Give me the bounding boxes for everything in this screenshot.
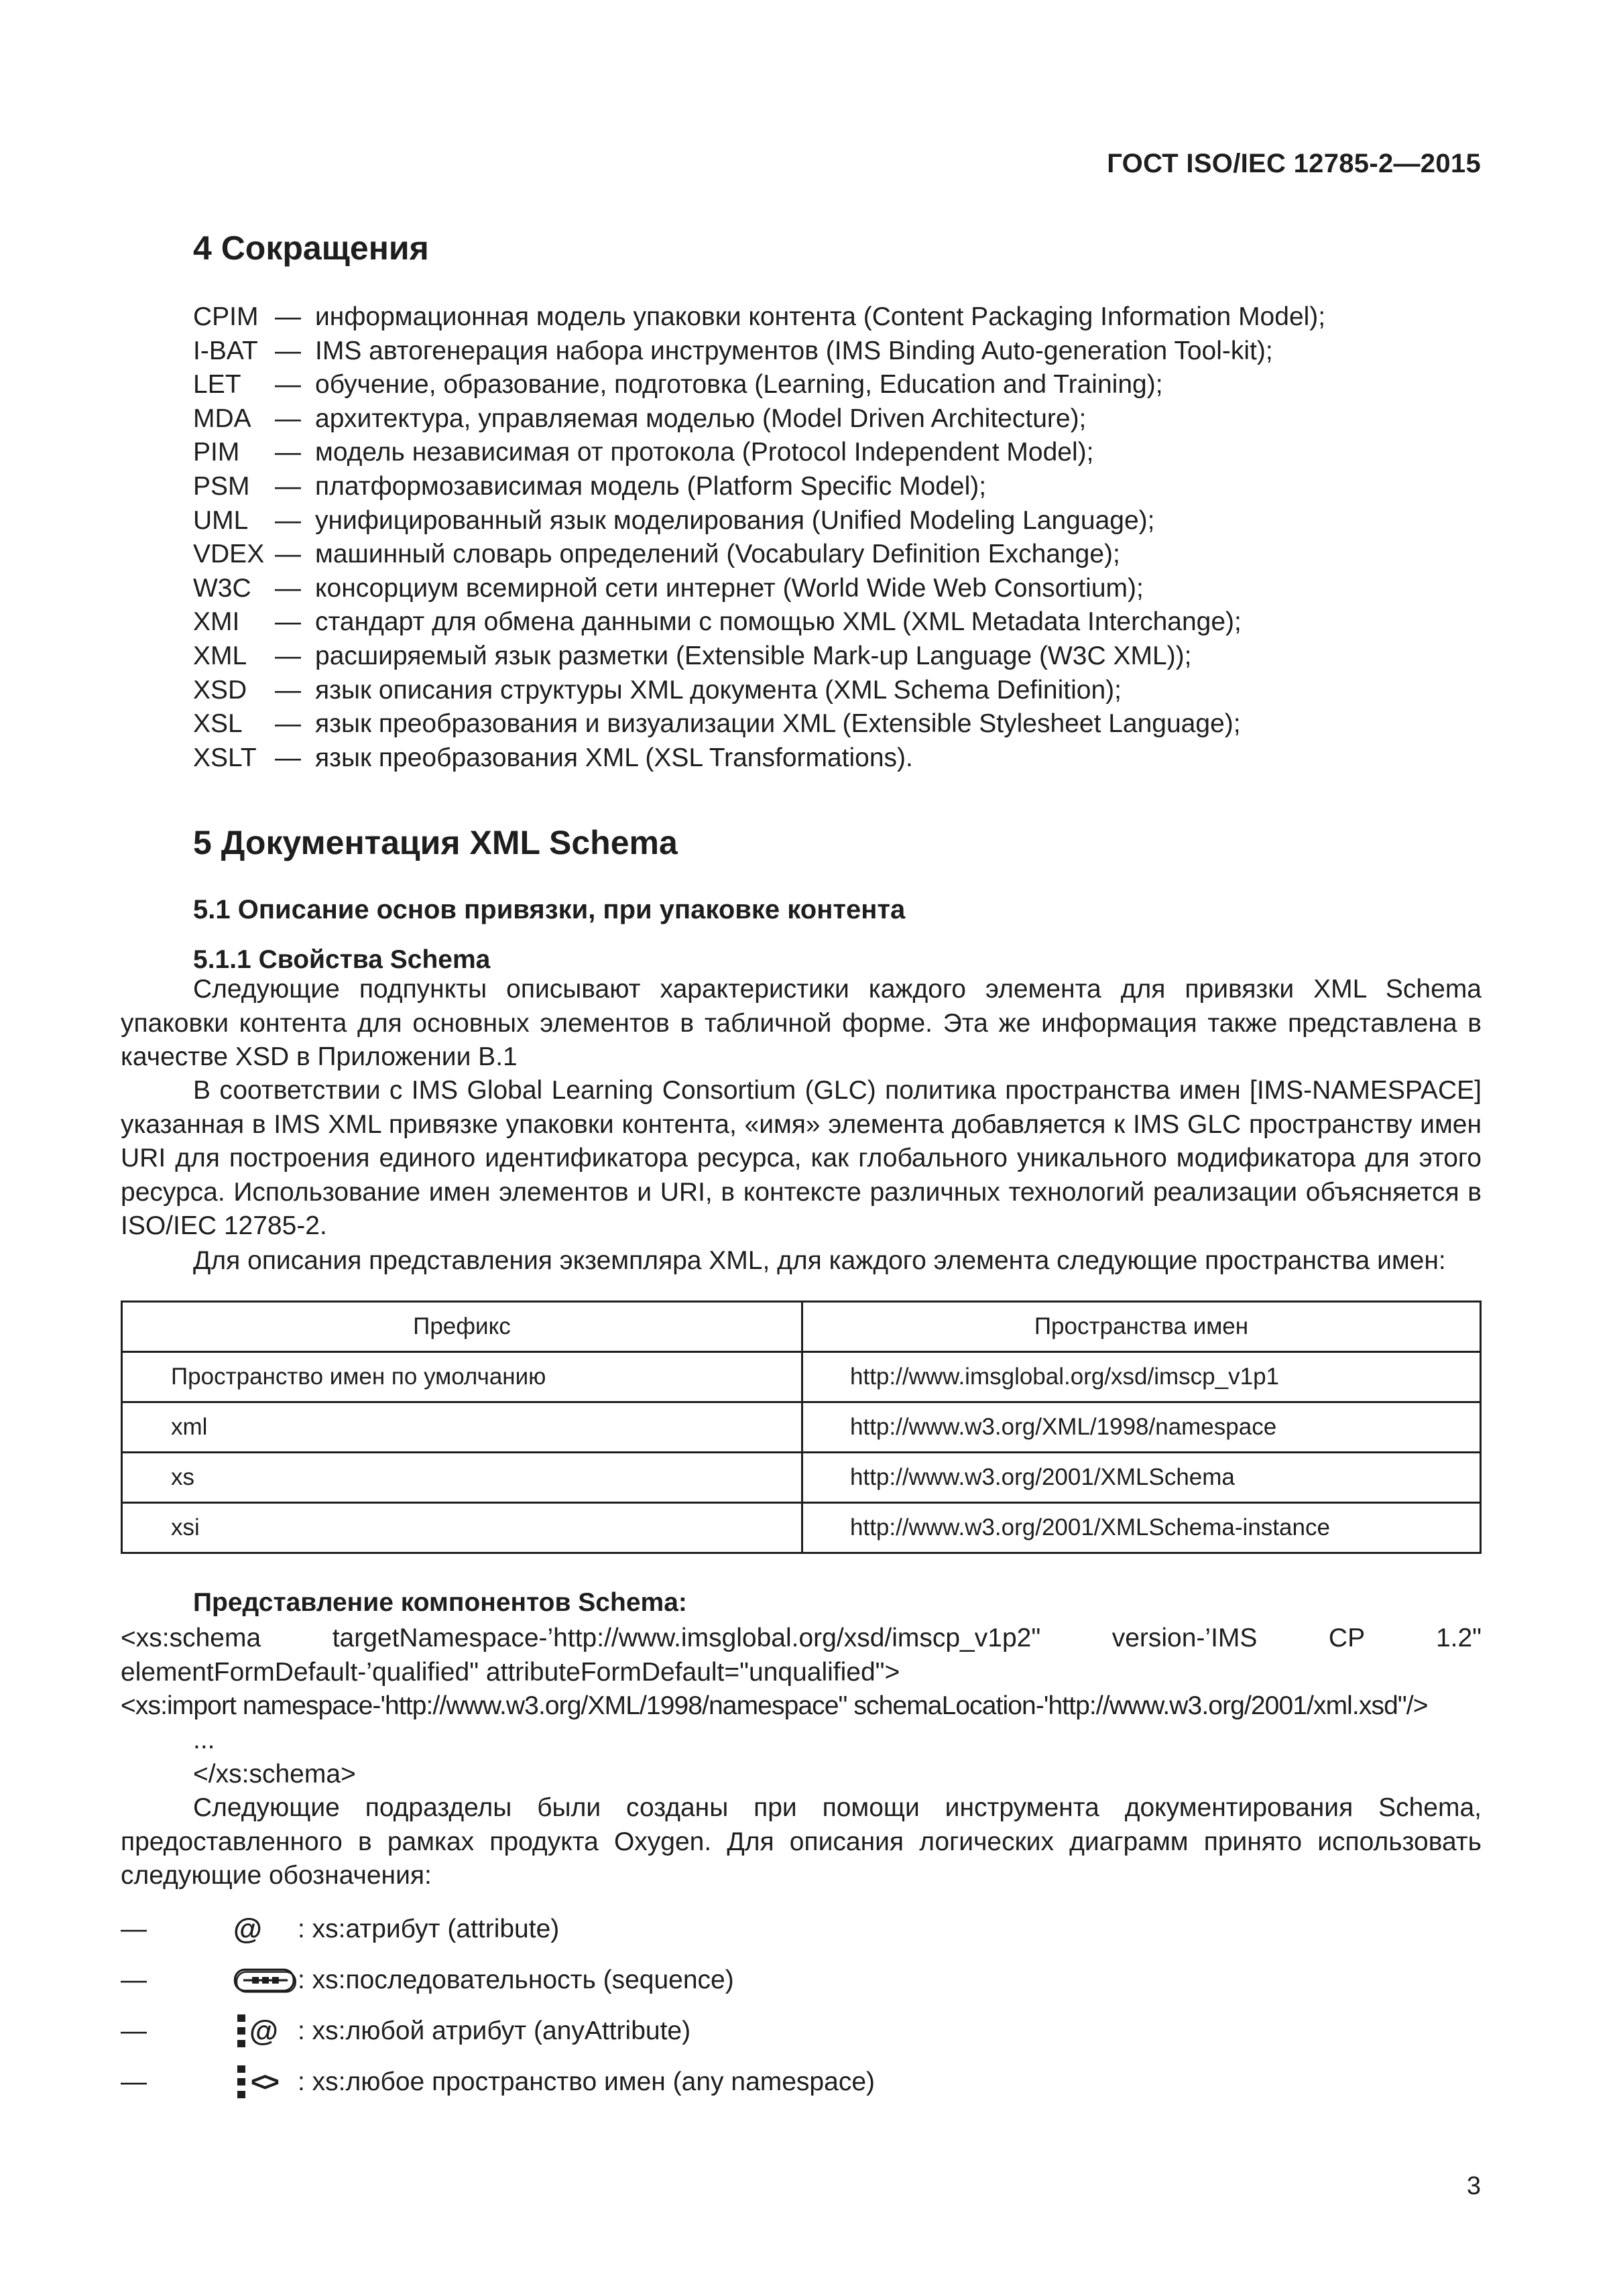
abbr-code: XSD bbox=[193, 675, 247, 705]
abbr-dash: — bbox=[275, 302, 301, 331]
abbr-text: стандарт для обмена данными с помощью XML (XML Metadata Interchange); bbox=[315, 607, 1242, 637]
ellipsis-code-line: ... bbox=[193, 1726, 215, 1754]
legend-item-any-namespace bbox=[121, 2057, 1126, 2108]
abbr-text: платформозависимая модель (Platform Specific Model); bbox=[315, 471, 987, 501]
legend-dash: — bbox=[121, 2067, 147, 2096]
abbr-text: машинный словарь определений (Vocabulary Definition Exchange); bbox=[315, 540, 1120, 569]
sequence-icon bbox=[180, 1964, 298, 1996]
abbr-dash: — bbox=[275, 675, 301, 705]
abbr-row-xml bbox=[193, 640, 1480, 674]
abbr-text: консорциум всемирной сети интернет (World Wide Web Consortium); bbox=[315, 573, 1144, 603]
abbr-code: PSM bbox=[193, 471, 250, 501]
abbr-text: архитектура, управляемая моделью (Model Driven Architecture); bbox=[315, 404, 1087, 433]
paragraph-namespaces-intro: Для описания представления экземпляра XML, для каждого элемента следующие пространства имен: bbox=[193, 1246, 1446, 1275]
abbr-code: UML bbox=[193, 505, 249, 535]
legend-text: : xs:последовательность (sequence) bbox=[298, 1966, 734, 1994]
legend-dash: — bbox=[121, 1966, 147, 1994]
abbr-text: язык описания структуры XML документа (XML Schema Definition); bbox=[315, 675, 1122, 705]
at-sign-glyph: @ bbox=[249, 2014, 278, 2047]
abbr-code: XSL bbox=[193, 709, 243, 739]
at-sign-icon bbox=[180, 1913, 298, 1946]
table-row bbox=[122, 1352, 1481, 1402]
abbr-row-let bbox=[193, 368, 1480, 402]
namespace-table bbox=[121, 1301, 1482, 1554]
namespace-cell: http://www.imsglobal.org/xsd/imscp_v1p1 bbox=[802, 1352, 1481, 1402]
legend-text: : xs:любой атрибут (anyAttribute) bbox=[298, 2016, 691, 2045]
abbr-text: язык преобразования XML (XSL Transformations). bbox=[315, 743, 913, 772]
abbr-row-xsd bbox=[193, 674, 1480, 708]
column-header-prefix: Префикс bbox=[122, 1302, 802, 1352]
abbr-row-xsl bbox=[193, 707, 1480, 741]
abbr-row-cpim bbox=[193, 300, 1480, 335]
abbr-row-vdex bbox=[193, 538, 1480, 572]
abbr-dash: — bbox=[275, 709, 301, 739]
table-row bbox=[122, 1402, 1481, 1453]
abbr-code: XSLT bbox=[193, 743, 257, 772]
page-number: 3 bbox=[1466, 2172, 1481, 2200]
dotted-bar-graphic bbox=[237, 2065, 247, 2099]
abbr-row-w3c bbox=[193, 572, 1480, 606]
prefix-cell: xsi bbox=[122, 1503, 802, 1553]
abbr-dash: — bbox=[275, 336, 301, 365]
legend-text: : xs:любое пространство имен (any namespace) bbox=[298, 2067, 875, 2096]
namespace-cell: http://www.w3.org/2001/XMLSchema-instance bbox=[802, 1503, 1481, 1553]
abbr-row-uml bbox=[193, 504, 1480, 538]
abbr-text: обучение, образование, подготовка (Learning, Education and Training); bbox=[315, 370, 1163, 400]
legend-item-attribute bbox=[121, 1904, 1126, 1955]
abbr-code: PIM bbox=[193, 438, 240, 467]
namespace-cell: http://www.w3.org/2001/XMLSchema bbox=[802, 1453, 1481, 1503]
abbr-dash: — bbox=[275, 641, 301, 670]
abbr-dash: — bbox=[275, 505, 301, 535]
notation-legend bbox=[121, 1904, 1126, 2108]
abbr-row-mda bbox=[193, 402, 1480, 436]
at-sign-glyph: @ bbox=[233, 1913, 262, 1945]
abbr-dash: — bbox=[275, 607, 301, 637]
legend-item-any-attribute bbox=[121, 2006, 1126, 2057]
import-code-line: <xs:import namespace-'http://www.w3.org/XML/1998/namespace" schemaLocation-'http://www.w3.org/2001/xml.xsd"/> bbox=[121, 1691, 1428, 1720]
legend-dash: — bbox=[121, 1915, 147, 1943]
abbr-dash: — bbox=[275, 573, 301, 603]
schema-code-line: <xs:schema targetNamespace-’http://www.imsglobal.org/xsd/imscp_v1p2" version-’IMS CP 1.2" elementFormDefault-’qualified" attributeFormDefault="unqualified"> bbox=[121, 1624, 1482, 1687]
prefix-cell: Пространство имен по умолчанию bbox=[122, 1352, 802, 1402]
schema-close-code-line: </xs:schema> bbox=[193, 1760, 356, 1789]
abbr-code: XMI bbox=[193, 607, 240, 637]
legend-text: : xs:атрибут (attribute) bbox=[298, 1915, 560, 1943]
abbr-dash: — bbox=[275, 438, 301, 467]
column-header-namespace: Пространства имен bbox=[802, 1302, 1481, 1352]
dotted-bar-graphic bbox=[237, 2014, 247, 2048]
any-attribute-icon bbox=[180, 2014, 298, 2048]
abbr-text: модель независимая от протокола (Protocol Independent Model); bbox=[315, 438, 1094, 467]
abbreviation-list bbox=[193, 300, 1480, 775]
abbr-dash: — bbox=[275, 471, 301, 501]
section-4-title: 4 Сокращения bbox=[193, 229, 429, 267]
paragraph-oxygen-notation: Следующие подразделы были созданы при помощи инструмента документирования Schema, предоставленного в рамках продукта Oxygen. Для описания логических диаграмм принято использовать следующие обозначения: bbox=[121, 1793, 1482, 1890]
table-header-row bbox=[122, 1302, 1481, 1352]
paragraph-schema-properties: Следующие подпункты описывают характеристики каждого элемента для привязки XML Schema упаковки контента для основных элементов в табличной форме. Эта же информация также представлена в качестве XSD в Приложении В.1 bbox=[121, 975, 1482, 1071]
subsection-5-1-title: 5.1 Описание основ привязки, при упаковке контента bbox=[193, 895, 906, 924]
abbr-code: XML bbox=[193, 641, 247, 670]
abbr-row-xslt bbox=[193, 741, 1480, 776]
abbr-dash: — bbox=[275, 743, 301, 772]
abbr-row-ibat bbox=[193, 335, 1480, 369]
abbr-code: I-BAT bbox=[193, 336, 258, 365]
any-namespace-icon bbox=[180, 2065, 298, 2099]
schema-components-title: Представление компонентов Schema: bbox=[193, 1588, 687, 1617]
namespace-cell: http://www.w3.org/XML/1998/namespace bbox=[802, 1402, 1481, 1453]
prefix-cell: xs bbox=[122, 1453, 802, 1503]
abbr-row-psm bbox=[193, 470, 1480, 504]
table-row bbox=[122, 1503, 1481, 1553]
abbr-dash: — bbox=[275, 404, 301, 433]
angle-brackets-glyph: <> bbox=[251, 2067, 277, 2097]
prefix-cell: xml bbox=[122, 1402, 802, 1453]
abbr-code: W3C bbox=[193, 573, 251, 603]
abbr-text: расширяемый язык разметки (Extensible Mark-up Language (W3C XML)); bbox=[315, 641, 1192, 670]
standard-header: ГОСТ ISO/IEC 12785-2—2015 bbox=[1107, 149, 1481, 178]
abbr-text: информационная модель упаковки контента (Content Packaging Information Model); bbox=[315, 302, 1326, 331]
abbr-code: VDEX bbox=[193, 540, 265, 569]
abbr-code: LET bbox=[193, 370, 241, 400]
sequence-icon-graphic bbox=[233, 1964, 298, 1996]
legend-item-sequence bbox=[121, 1955, 1126, 2006]
abbr-text: IMS автогенерация набора инструментов (IMS Binding Auto-generation Tool-kit); bbox=[315, 336, 1273, 365]
abbr-row-xmi bbox=[193, 605, 1480, 640]
paragraph-namespace-policy: В соответствии с IMS Global Learning Consortium (GLC) политика пространства имен [IMS-NAMESPACE] указанная в IMS XML привязке упаковки контента, «имя» элемента добавляется к IMS GLC пространству имен URI для построения единого идентификатора ресурса, как глобального уникального модификатора для этого ресурса. Использование имен элементов и URI, в контексте различных технологий реализации объясняется в ISO/IEC 12785-2. bbox=[121, 1076, 1482, 1240]
abbr-dash: — bbox=[275, 540, 301, 569]
abbr-text: унифицированный язык моделирования (Unified Modeling Language); bbox=[315, 505, 1155, 535]
section-5-title: 5 Документация XML Schema bbox=[193, 824, 678, 861]
abbr-code: MDA bbox=[193, 404, 251, 433]
abbr-dash: — bbox=[275, 370, 301, 400]
subsection-5-1-1-title: 5.1.1 Свойства Schema bbox=[193, 945, 491, 974]
abbr-row-pim bbox=[193, 436, 1480, 470]
legend-dash: — bbox=[121, 2016, 147, 2045]
table-row bbox=[122, 1453, 1481, 1503]
abbr-text: язык преобразования и визуализации XML (Extensible Stylesheet Language); bbox=[315, 709, 1241, 739]
abbr-code: CPIM bbox=[193, 302, 259, 331]
